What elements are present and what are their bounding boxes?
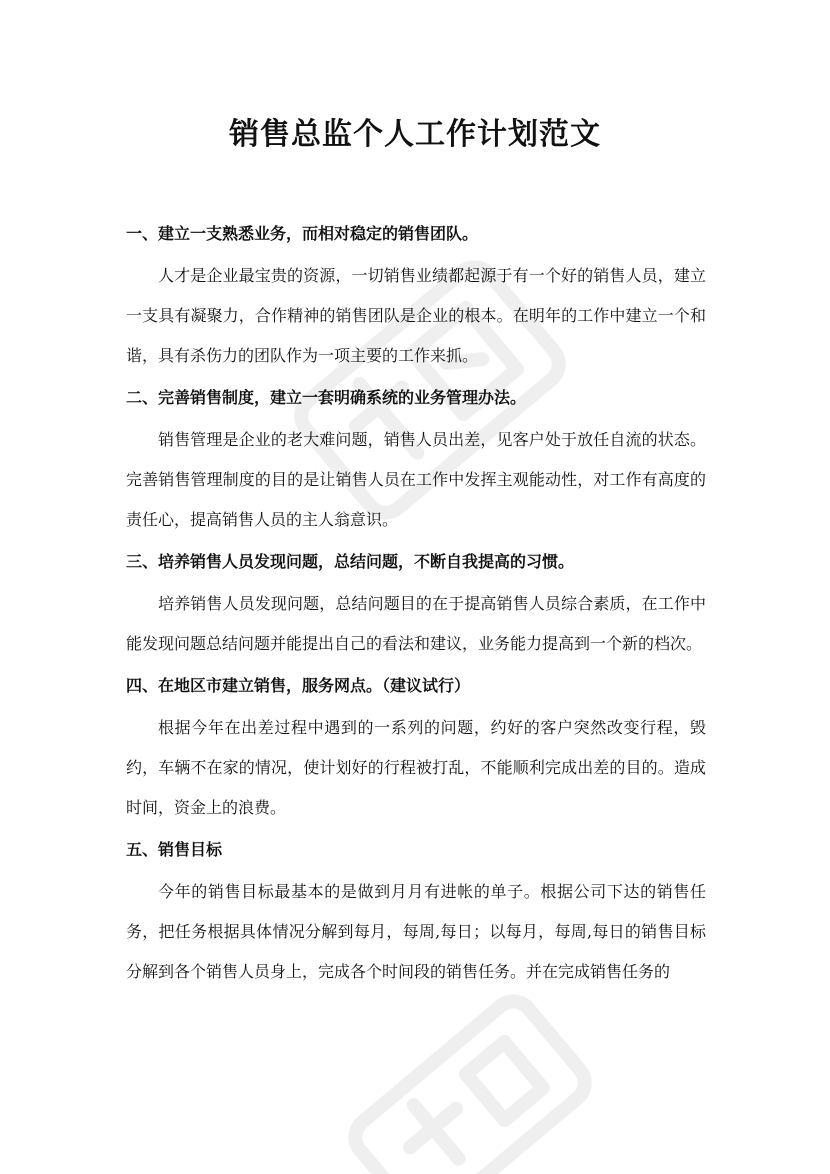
section-heading: 五、销售目标 — [126, 840, 223, 859]
section-paragraph: 培养销售人员发现问题，总结问题目的在于提高销售人员综合素质，在工作中能发现问题总结问题并能提出自己的看法和建议，业务能力提高到一个新的档次。 — [126, 594, 706, 653]
section-paragraph: 根据今年在出差过程中遇到的一系列的问题，约好的客户突然改变行程，毁约，车辆不在家的情况，使计划好的行程被打乱，不能顺利完成出差的目的。造成时间，资金上的浪费。 — [126, 718, 706, 817]
document-title: 销售总监个人工作计划范文 — [229, 117, 601, 152]
section-paragraph: 销售管理是企业的老大难问题，销售人员出差，见客户处于放任自流的状态。完善销售管理制度的目的是让销售人员在工作中发挥主观能动性，对工作有高度的责任心，提高销售人员的主人翁意识。 — [126, 430, 706, 529]
section-heading: 三、培养销售人员发现问题，总结问题，不断自我提高的习惯。 — [126, 552, 575, 571]
section-paragraph: 今年的销售目标最基本的是做到月月有进帐的单子。根据公司下达的销售任务，把任务根据具体情况分解到每月，每周,每日；以每月，每周,每日的销售目标分解到各个销售人员身上，完成各个时间段的销售任务。并在完成销售任务的 — [126, 882, 706, 981]
section-paragraph: 人才是企业最宝贵的资源，一切销售业绩都起源于有一个好的销售人员，建立一支具有凝聚力，合作精神的销售团队是企业的根本。在明年的工作中建立一个和谐，具有杀伤力的团队作为一项主要的工作来抓。 — [126, 266, 706, 365]
section-heading: 一、建立一支熟悉业务，而相对稳定的销售团队。 — [126, 224, 479, 243]
section-heading: 四、在地区市建立销售，服务网点。（建议试行） — [126, 676, 471, 695]
document-body — [126, 212, 706, 992]
section-heading: 二、完善销售制度，建立一套明确系统的业务管理办法。 — [126, 388, 527, 407]
